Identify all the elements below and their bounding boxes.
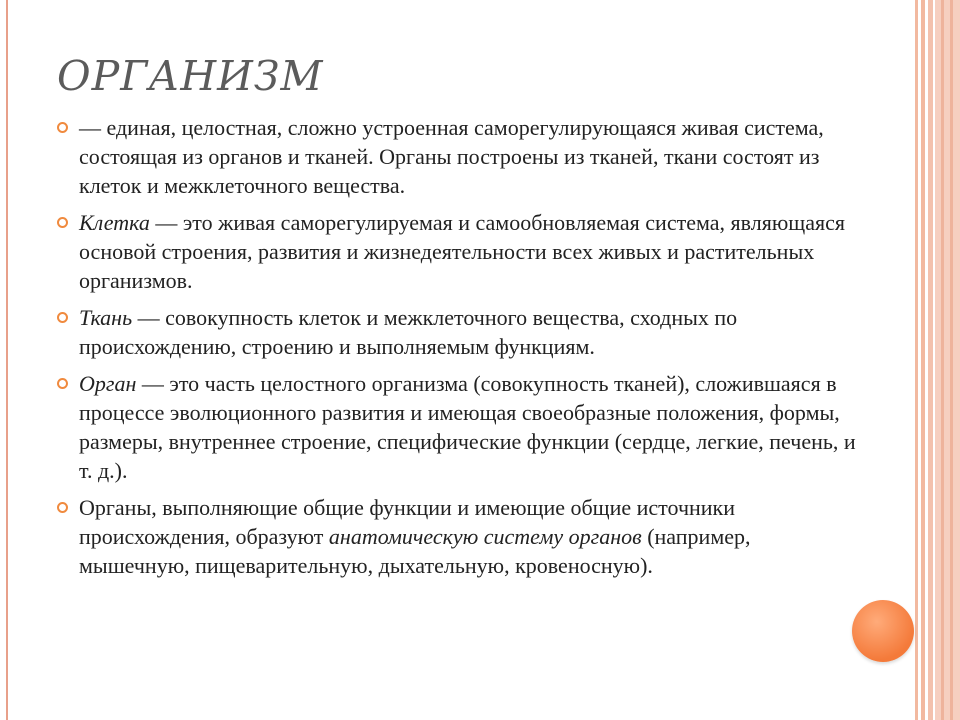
decorative-orange-circle — [852, 600, 914, 662]
bullet-text: — это живая саморегулируемая и самообновляемая система, являющаяся основой строения, развития и жизнедеятельности всех живых и растительных организмов. — [79, 210, 845, 293]
bullet-circle-icon — [57, 122, 68, 133]
bullet-circle-icon — [57, 378, 68, 389]
list-item — [57, 493, 857, 580]
bullet-text-after: (например, мышечную, пищеварительную, дыхательную, кровеносную). — [79, 524, 751, 578]
slide-title: ОРГАНИЗМ — [57, 52, 324, 100]
term-organ-system: анатомическую систему органов — [328, 524, 642, 549]
bullet-circle-icon — [57, 312, 68, 323]
bullet-list — [57, 113, 857, 588]
list-item — [57, 303, 857, 361]
left-frame-line — [6, 0, 8, 720]
bullet-text: — совокупность клеток и межклеточного вещества, сходных по происхождению, строению и выполняемым функциям. — [79, 305, 738, 359]
term-organ: Орган — [79, 371, 137, 396]
bullet-circle-icon — [57, 502, 68, 513]
bullet-circle-icon — [57, 217, 68, 228]
list-item — [57, 113, 857, 200]
bullet-text-before: Органы, выполняющие общие функции и имеющие общие источники происхождения, образуют — [79, 495, 736, 549]
bullet-text: — это часть целостного организма (совокупность тканей), сложившаяся в процессе эволюционного развития и имеющая своеобразные положения, формы, размеры, внутреннее строение, специфические функции (сердце, легкие, печень, и т. д.). — [79, 371, 856, 483]
list-item — [57, 369, 857, 485]
list-item — [57, 208, 857, 295]
bullet-text: — единая, целостная, сложно устроенная саморегулирующаяся живая система, состоящая из органов и тканей. Органы построены из тканей, ткани состоят из клеток и межклеточного вещества. — [79, 115, 824, 198]
right-decorative-stripes — [915, 0, 960, 720]
term-tissue: Ткань — [79, 305, 133, 330]
term-cell: Клетка — [79, 210, 150, 235]
